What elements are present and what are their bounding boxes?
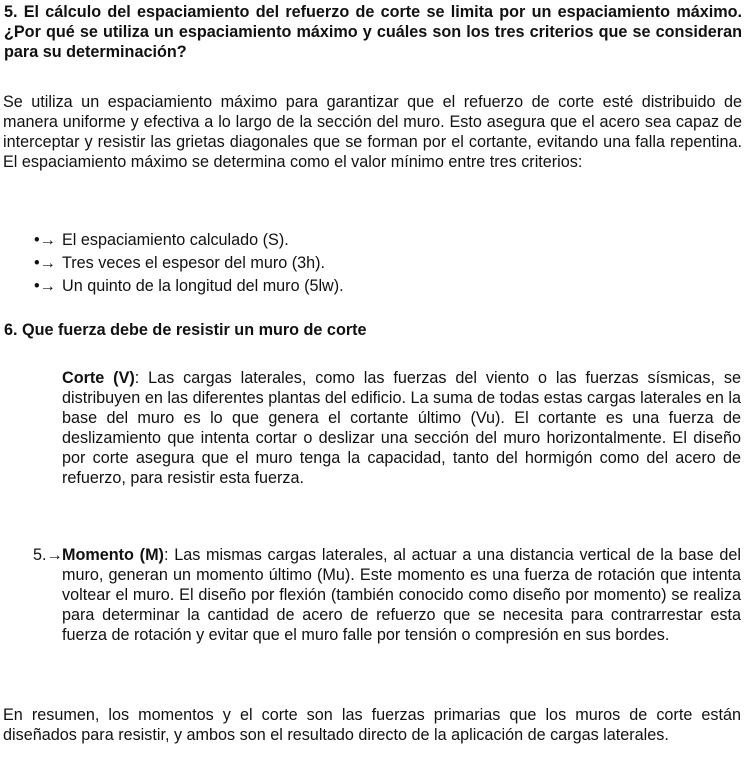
list-item xyxy=(34,276,344,299)
momento-item xyxy=(33,545,741,661)
bullet-arrow-icon: •→ xyxy=(34,231,56,249)
momento-text: : Las mismas cargas laterales, al actuar a una distancia vertical de la base del muro, generan un momento último (Mu). Este momento es una fuerza de rotación que intenta voltear el muro. El diseño por flexión (también conocido como diseño por momento) se realiza para determinar la cantidad de acero de refuerzo que se necesita para contrarrestar esta fuerza de rotación y evitar que el muro falle por tensión o compresión en sus bordes. xyxy=(62,546,742,644)
bullet-arrow-icon: •→ xyxy=(34,254,56,272)
summary-paragraph: En resumen, los momentos y el corte son las fuerzas primarias que los muros de corte están diseñados para resistir, y ambos son el resultado directo de la aplicación de cargas laterales. xyxy=(3,706,741,744)
corte-label: Corte (V) xyxy=(62,369,135,387)
momento-paragraph xyxy=(33,545,741,645)
criteria-text: El espaciamiento calculado (S). xyxy=(62,231,289,249)
momento-label: Momento (M) xyxy=(62,546,164,564)
question-5-answer-paragraph: Se utiliza un espaciamiento máximo para garantizar que el refuerzo de corte esté distribuido de manera uniforme y efectiva a lo largo de la sección del muro. Esto asegura que el acero sea capaz de interceptar y resistir las grietas diagonales que se forman por el cortante, evitando una falla repentina. El espaciamiento máximo se determina como el valor mínimo entre tres criterios: xyxy=(3,93,742,171)
question-6-heading: 6. Que fuerza debe de resistir un muro de corte xyxy=(4,321,367,339)
criteria-text: Tres veces el espesor del muro (3h). xyxy=(62,254,325,272)
criteria-text: Un quinto de la longitud del muro (5lw). xyxy=(62,277,344,295)
corte-text: : Las cargas laterales, como las fuerzas del viento o las fuerzas sísmicas, se distribuyen en las diferentes plantas del edificio. La suma de todas estas cargas laterales en la base del muro es lo que genera el cortante último (Vu). El cortante es una fuerza de deslizamiento que intenta cortar o deslizar una sección del muro horizontalmente. El diseño por corte asegura que el muro tenga la capacidad, tanto del hormigón como del acero de refuerzo, para resistir esta fuerza. xyxy=(62,369,741,487)
question-5-heading: 5. El cálculo del espaciamiento del refuerzo de corte se limita por un espaciamiento máximo. ¿Por qué se utiliza un espaciamiento máximo y cuáles son los tres criterios que se consideran para su determinación? xyxy=(4,3,742,61)
corte-paragraph xyxy=(62,368,741,488)
momento-number: 5.→ xyxy=(33,546,63,564)
list-item xyxy=(34,253,344,276)
list-item xyxy=(34,230,344,253)
bullet-arrow-icon: •→ xyxy=(34,277,56,295)
criteria-list xyxy=(34,230,344,299)
